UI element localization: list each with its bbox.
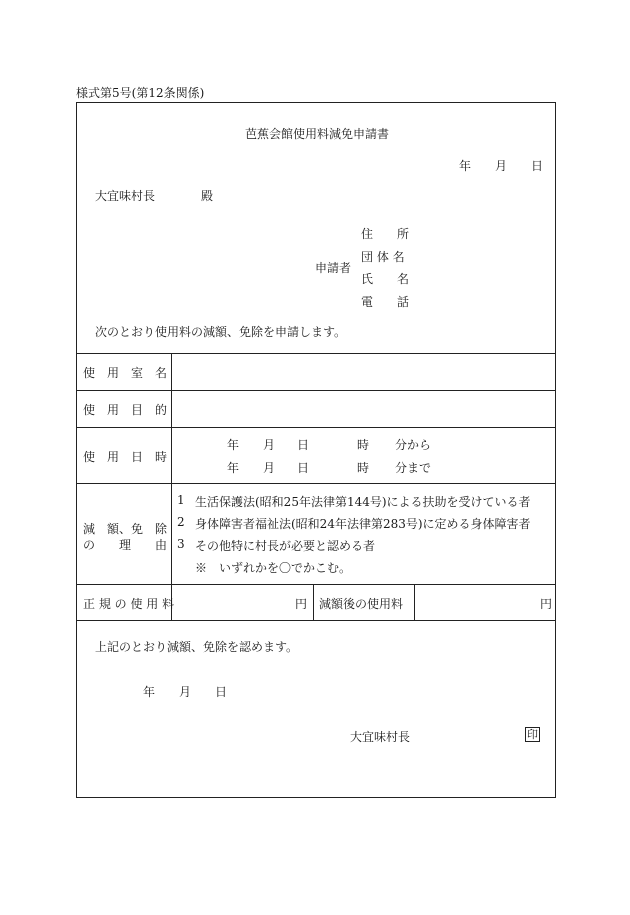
application-form <box>76 102 556 798</box>
date-day: 日 <box>531 159 544 173</box>
approval-sentence: 上記のとおり減額、免除を認めます。 <box>95 640 299 654</box>
addressee-name: 大宜味村長 <box>95 189 156 203</box>
divider <box>77 620 555 621</box>
reason-note: ※ いずれかを〇でかこむ。 <box>195 561 352 575</box>
approval-signer: 大宜味村長 <box>350 730 411 744</box>
approval-month: 月 <box>179 685 192 699</box>
divider <box>77 390 555 391</box>
to-year: 年 <box>227 461 240 475</box>
applicant-name-label: 氏 名 <box>361 272 410 286</box>
approval-day: 日 <box>215 685 228 699</box>
reason-text: 身体障害者福祉法(昭和24年法律第283号)に定める身体障害者 <box>195 517 531 531</box>
from-year: 年 <box>227 438 240 452</box>
reason-number: 3 <box>177 537 185 551</box>
reduced-fee-unit: 円 <box>540 597 553 611</box>
datetime-label: 使 用 日 時 <box>83 450 168 464</box>
reason-label-line1: 減 額、免 除 <box>83 522 168 536</box>
reduced-fee-label: 減額後の使用料 <box>319 597 404 611</box>
reason-label-line2: の 理 由 <box>83 538 168 552</box>
regular-fee-unit: 円 <box>295 597 308 611</box>
applicant-address-label: 住 所 <box>361 227 410 241</box>
from-month: 月 <box>263 438 276 452</box>
purpose-label: 使 用 目 的 <box>83 403 168 417</box>
form-number-label: 様式第5号(第12条関係) <box>76 86 205 100</box>
reason-number: 2 <box>177 515 185 529</box>
date-month: 月 <box>495 159 508 173</box>
divider <box>77 353 555 354</box>
divider <box>77 483 555 484</box>
room-name-label: 使 用 室 名 <box>83 366 168 380</box>
reason-number: 1 <box>177 493 185 507</box>
divider <box>77 427 555 428</box>
addressee-honorific: 殿 <box>201 189 214 203</box>
applicant-label: 申請者 <box>315 261 352 275</box>
to-minute: 分まで <box>395 461 432 475</box>
divider <box>414 584 415 620</box>
divider <box>171 353 172 620</box>
from-day: 日 <box>297 438 310 452</box>
to-hour: 時 <box>357 461 370 475</box>
reason-text: 生活保護法(昭和25年法律第144号)による扶助を受けている者 <box>195 495 531 509</box>
from-hour: 時 <box>357 438 370 452</box>
request-sentence: 次のとおり使用料の減額、免除を申請します。 <box>95 325 347 339</box>
from-minute: 分から <box>395 438 432 452</box>
to-month: 月 <box>263 461 276 475</box>
applicant-group-label: 団 体 名 <box>361 250 405 264</box>
divider <box>77 584 555 585</box>
approval-year: 年 <box>143 685 156 699</box>
form-title: 芭蕉会館使用料減免申請書 <box>244 127 389 141</box>
date-year: 年 <box>459 159 472 173</box>
divider <box>313 584 314 620</box>
regular-fee-label: 正 規 の 使 用 料 <box>83 597 175 611</box>
reason-text: その他特に村長が必要と認める者 <box>195 539 376 553</box>
seal-mark: 印 <box>527 728 538 741</box>
applicant-phone-label: 電 話 <box>361 295 410 309</box>
to-day: 日 <box>297 461 310 475</box>
